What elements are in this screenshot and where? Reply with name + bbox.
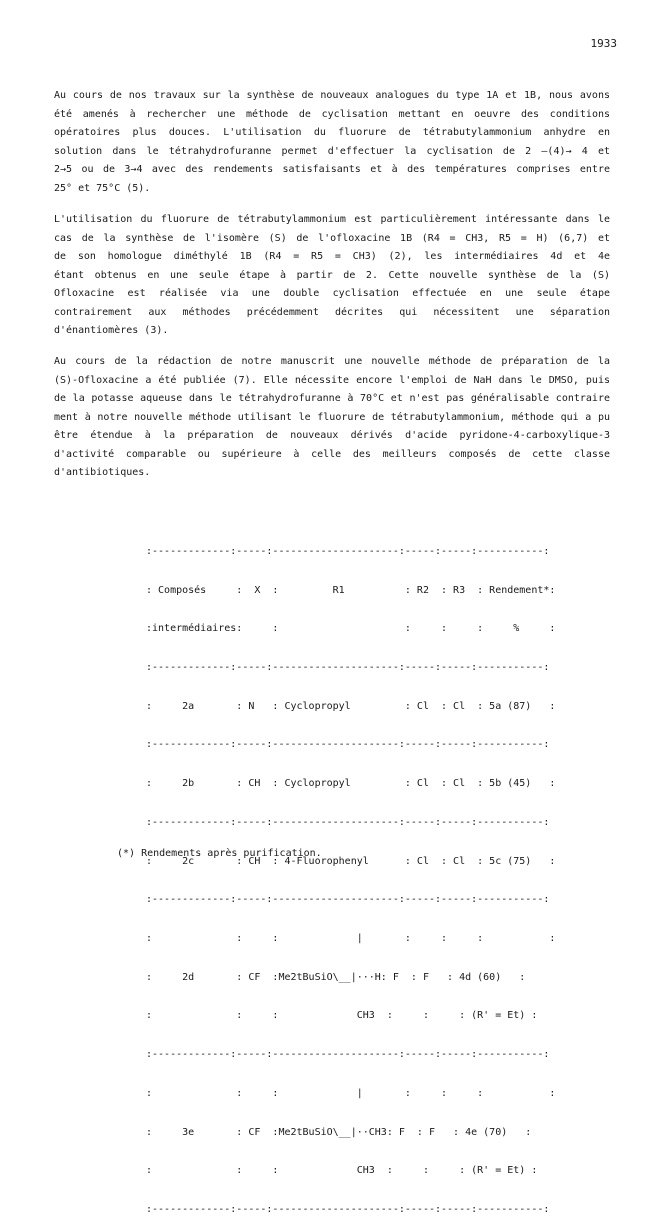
table-row: :-------------:-----:---------------------:-----:-----:-----------:	[146, 1204, 550, 1216]
text-line: contrairement aux méthodes précédemment décrites qui nécessitent une séparation	[54, 306, 610, 318]
text-line: étant obtenus en une seule étape à partir de 2. Cette nouvelle synthèse de la (S)	[54, 269, 610, 281]
text-line: solution dans le tétrahydrofuranne permet d'effectuer la cyclisation de 2 —(4)→ 4 et	[54, 145, 610, 157]
page-number: 1933	[590, 37, 617, 50]
paragraph-3	[54, 353, 610, 483]
yield-table	[146, 520, 555, 1230]
text-line: d'énantiomères (3).	[54, 325, 169, 336]
table-row: : 2c : CH : 4-Fluorophenyl : Cl : Cl : 5c (75) :	[146, 855, 556, 867]
table-row: : 3e : CF :Me2tBuSiO\__|··CH3: F : F : 4e (70) :	[146, 1126, 532, 1138]
table-row: :intermédiaires: : : : : % :	[146, 623, 556, 635]
text-line: de la potasse aqueuse dans le tétrahydrofuranne à 70°C et n'est pas généralisable contraire	[54, 393, 610, 404]
text-line: opératoires plus douces. L'utilisation du fluorure de tétrabutylammonium anhydre en	[54, 127, 610, 138]
text-line: Au cours de la rédaction de notre manuscrit une nouvelle méthode de préparation de la	[54, 356, 610, 367]
table-row: :-------------:-----:---------------------:-----:-----:-----------:	[146, 894, 550, 906]
text-line: de son homologue diméthylé 1B (R4 = R5 = CH3) (2), les intermédiaires 4d et 4e	[54, 251, 610, 262]
text-line: été amenés à rechercher une méthode de cyclisation mettant en oeuvre des conditions	[54, 108, 610, 120]
table-row: : : : | : : : :	[146, 933, 556, 944]
text-line: d'activité comparable ou supérieure à celle des meilleurs composés de cette classe	[54, 448, 610, 460]
text-line: cas de la synthèse de l'isomère (S) de l'ofloxacine 1B (R4 = CH3, R5 = H) (6,7) et	[54, 232, 610, 244]
table-row: : : : CH3 : : : (R' = Et) :	[146, 1010, 538, 1022]
table-row: : 2a : N : Cyclopropyl : Cl : Cl : 5a (87) :	[146, 700, 556, 712]
table-row: :-------------:-----:---------------------:-----:-----:-----------:	[146, 739, 550, 751]
table-row: : 2d : CF :Me2tBuSiO\__|···H: F : F : 4d (60) :	[146, 971, 526, 983]
table-row: : Composés : X : R1 : R2 : R3 : Rendement*:	[146, 584, 556, 596]
table-row: : : : | : : : :	[146, 1087, 556, 1099]
text-line: 2→5 ou de 3→4 avec des rendements satisfaisants et à des températures comprises entre	[54, 164, 610, 175]
text-line: être étendue à la préparation de nouveaux dérivés d'acide pyridone-4-carboxylique-3	[54, 430, 610, 441]
text-line: d'antibiotiques.	[54, 467, 151, 478]
table-row: : : : CH3 : : : (R' = Et) :	[146, 1165, 538, 1177]
table-row: :-------------:-----:---------------------:-----:-----:-----------:	[146, 1049, 550, 1061]
table-row: :-------------:-----:---------------------:-----:-----:-----------:	[146, 661, 550, 673]
text-line: ment à notre nouvelle méthode utilisant le fluorure de tétrabutylammonium, méthode qui a pu	[54, 411, 610, 423]
table-row: :-------------:-----:---------------------:-----:-----:-----------:	[146, 545, 550, 557]
paragraph-2	[54, 211, 610, 341]
text-line: L'utilisation du fluorure de tétrabutylammonium est particulièrement intéressante dans le	[54, 214, 610, 225]
text-line: Ofloxacine est réalisée via une double cyclisation effectuée en une seule étape	[54, 288, 610, 299]
table-footnote: (*) Rendements après purification.	[117, 848, 322, 859]
paragraph-1	[54, 87, 610, 198]
text-line: (S)-Ofloxacine a été publiée (7). Elle nécessite encore l'emploi de NaH dans le DMSO, puis	[54, 374, 610, 386]
table-row: :-------------:-----:---------------------:-----:-----:-----------:	[146, 816, 550, 828]
text-line: Au cours de nos travaux sur la synthèse de nouveaux analogues du type 1A et 1B, nous avons	[54, 90, 610, 101]
table-row: : 2b : CH : Cyclopropyl : Cl : Cl : 5b (45) :	[146, 778, 556, 790]
text-line: 25° et 75°C (5).	[54, 182, 151, 194]
